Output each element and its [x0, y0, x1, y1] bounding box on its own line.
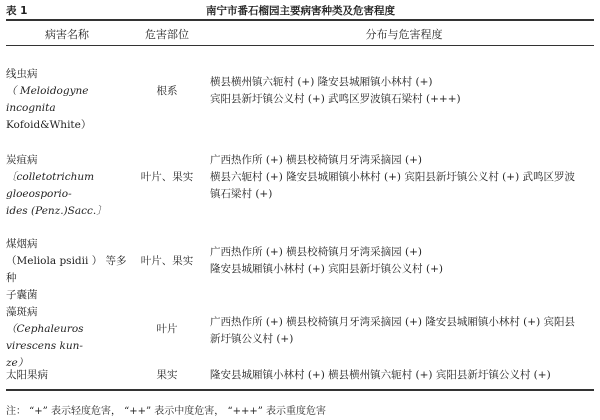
row-2-dist-line: 横县六轭村 (+) 隆安县城厢镇小林村 (+) 宾阳县新圩镇公义村 (+) 武鸣区罗波: [210, 171, 575, 183]
row-1-dist-line: 宾阳县新圩镇公义村 (+) 武鸣区罗波镇石梁村 (+++): [210, 93, 461, 105]
row-2-name-line: 炭疽病: [6, 154, 38, 166]
table-number: 表 1: [6, 5, 28, 17]
row-1-disease: [6, 66, 128, 134]
header-rule: [6, 45, 594, 46]
header-part: 危害部位: [145, 28, 189, 41]
row-3-part: 叶片、果实: [140, 255, 194, 267]
row-4-name-line: 藻斑病: [6, 306, 38, 318]
row-5-distribution: [210, 367, 598, 384]
row-4-name-line: （Cephaleuros virescens kun-: [6, 323, 84, 352]
row-2-dist-line: 广西热作所 (+) 横县校椅镇月牙湾采摘园 (+): [210, 154, 422, 166]
row-3-name-line: （Meliola psidii ） 等多种: [6, 255, 127, 284]
row-5-disease: [6, 367, 128, 384]
row-1-name-line: 线虫病: [6, 68, 38, 80]
row-1-dist-line: 横县横州镇六轭村 (+) 隆安县城厢镇小林村 (+): [210, 76, 433, 88]
row-5-dist-line: 隆安县城厢镇小林村 (+) 横县横州镇六轭村 (+) 宾阳县新圩镇公义村 (+): [210, 369, 551, 381]
top-rule: [6, 19, 594, 21]
row-4-name-line: ze）: [6, 357, 29, 369]
header-distribution: 分布与危害程度: [365, 28, 443, 41]
row-1-name-line: （ Meloidogyne incognita: [6, 85, 89, 114]
table-note: 注： “+” 表示轻度危害， “++” 表示中度危害， “+++” 表示重度危害: [6, 406, 327, 417]
row-5-part: 果实: [156, 369, 178, 381]
row-2-name-line: 〔colletotrichum gloeosporio-: [6, 171, 95, 200]
bottom-rule: [6, 389, 594, 391]
row-3-name-line: 子囊菌: [6, 289, 38, 301]
row-3-distribution: [210, 244, 598, 278]
row-4-disease: [6, 304, 128, 372]
row-3-dist-line: 广西热作所 (+) 横县校椅镇月牙湾采摘园 (+): [210, 246, 422, 258]
row-1-part: 根系: [156, 85, 178, 97]
row-4-dist-line: 新圩镇公义村 (+): [210, 333, 294, 345]
row-3-disease: [6, 236, 128, 304]
table-title: 南宁市番石榴园主要病害种类及危害程度: [206, 5, 395, 17]
row-1-distribution: [210, 74, 598, 108]
row-2-name-line: ides (Penz.)Sacc.〕: [6, 205, 107, 217]
row-4-distribution: [210, 314, 598, 348]
row-2-dist-line: 镇石梁村 (+): [210, 188, 273, 200]
row-5-name-line: 太阳果病: [6, 369, 48, 381]
row-1-name-line: Kofoid&White）: [6, 119, 92, 131]
row-2-disease: [6, 152, 128, 220]
row-4-dist-line: 广西热作所 (+) 横县校椅镇月牙湾采摘园 (+) 隆安县城厢镇小林村 (+) 宾阳县: [210, 316, 575, 328]
row-3-name-line: 煤烟病: [6, 238, 38, 250]
row-4-part: 叶片: [156, 323, 178, 335]
row-2-part: 叶片、果实: [140, 171, 194, 183]
header-disease: 病害名称: [45, 28, 89, 41]
table-caption: [6, 3, 594, 17]
row-2-distribution: [210, 152, 598, 203]
row-3-dist-line: 隆安县城厢镇小林村 (+) 宾阳县新圩镇公义村 (+): [210, 263, 443, 275]
